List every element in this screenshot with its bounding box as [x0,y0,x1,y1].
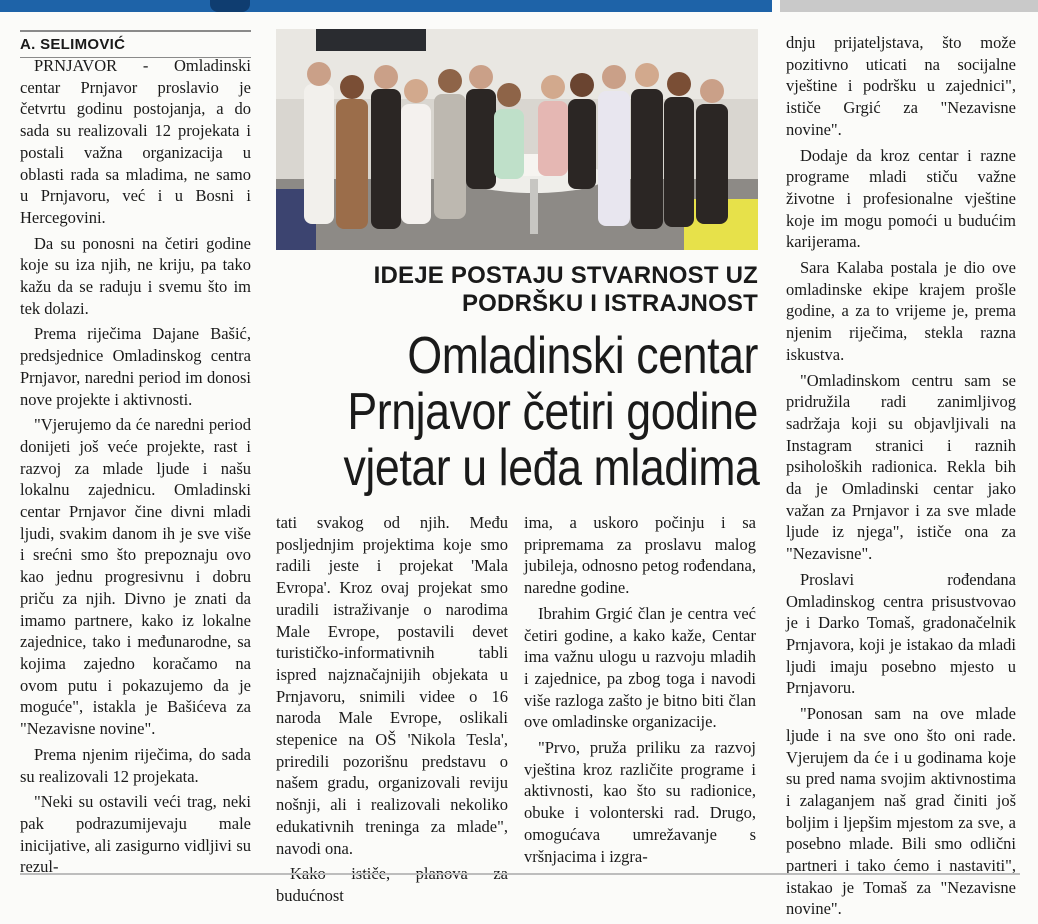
headline-line: Omladinski centar [407,327,758,385]
section-header-bar-right [780,0,1038,12]
paragraph: "Omladinskom centru sam se pridružila radi zanimljivog sadržaja koji su objavljivali na Instagram stranici i raznih psiholoških radionica. Rekla bih da je Omladinski centar jako važan za Prnjavor i za sve mlade ljude iz njega", ističe ona za "Nezavisne". [786,370,1016,564]
paragraph: Prema njenim riječima, do sada su realizovali 12 projekata. [20,744,251,786]
paragraph: tati svakog od njih. Među posljednjim projektima koje smo radili jeste i projekat 'Mala Evropa'. Kroz ovaj projekat smo uradili istraživanje o narodima Male Evrope, postavili devet turističko-informativnih tabli ispred najznačajnijih objekata u Prnjavoru, snimili videe o 16 naroda Male Evrope, oslikali stepenice na OŠ 'Nikola Tesla', priredili pozorišnu predstavu o našem gradu, organizovali reviju nošnji, ali i realizovali nekoliko edukativnih treninga za mlade", navodi ona. [276,513,508,858]
paragraph: dnju prijateljstava, što može pozitivno uticati na socijalne vještine i podršku u zajednici", ističe Grgić za "Nezavisne novine". [786,33,1016,139]
author-top-rule [20,30,251,32]
paragraph: Proslavi rođendana Omladinskog centra prisustvovao je i Darko Tomaš, gradonačelnik Prnjavora, koji je istakao da mladi ljudi imaju posebno mjesto u Prnjavoru. [786,569,1016,698]
section-header-bar [0,0,772,12]
group-photo [276,29,758,250]
headline-line: vjetar u leđa mladima [343,439,760,497]
article-column-1 [20,55,251,882]
paragraph: "Prvo, pruža priliku za razvoj vještina kroz različite programe i aktivnosti, kao što su radionice, obuke i volonterski rad. Drugo, omogućava umrežavanje s vršnjacima i izgra- [524,738,756,866]
article-column-3 [276,512,508,911]
section-header-accent [210,0,250,12]
group-photo-illustration [276,29,758,250]
paragraph: Prema riječima Dajane Bašić, predsjednice Omladinskog centra Prnjavor, naredni period im donosi nove projekte i aktivnosti. [20,324,251,409]
paragraph: ima, a uskoro počinju i sa pripremama za proslavu malog jubileja, odnosno petog rođendana, naredne godine. [524,513,756,598]
paragraph: "Vjerujemo da će naredni period donijeti još veće projekte, rast i razvoj za mlade ljude i našu lokalnu zajednicu. Omladinski centar Prnjavor čine divni mladi ljudi, svakim danom ih je sve više i srećni smo što prepoznaju ovo kao jednu progresivnu i dobru priču za njih. Divno je znati da imamo partnere, kako iz lokalne zajednice, tako i međunarodne, sa kojima zajedno koračamo na ovom putu i pokazujemo da je moguće", istakla je Bašićeva za "Nezavisne novine". [20,415,251,739]
article-column-4 [524,512,756,871]
paragraph: Sara Kalaba postala je dio ove omladinske ekipe krajem prošle godine, a za to vrijeme je, prema njenim riječima, stekla razna iskustva. [786,258,1016,364]
paragraph: Ibrahim Grgić član je centra već četiri godine, a kako kaže, Centar ima važnu ulogu u razvoju mladih i zajednice, pa zbog toga i navodi više razloga zašto je bitno biti član ove omladinske organizacije. [524,603,756,732]
kicker-headline: IDEJE POSTAJU STVARNOST UZ PODRŠKU I ISTRAJNOST [373,262,758,317]
paragraph: "Neki su ostavili veći trag, neki pak podrazumijevaju male inicijative, ali zasigurno vidljivi su rezul- [20,792,251,877]
paragraph: PRNJAVOR - Omladinski centar Prnjavor proslavio je četvrtu godinu postojanja, a do sada su realizovali 12 projekata i postali važna organizacija u oblasti rada sa mladima, ne samo u Prnjavoru, već i u Bosni i Hercegovini. [20,56,251,227]
paragraph: Dodaje da kroz centar i razne programe mladi stiču važne životne i profesionalne vještine koje im mogu pomoći u budućim karijerama. [786,145,1016,252]
main-headline [343,328,758,496]
author-byline: A. SELIMOVIĆ [20,36,126,53]
article-column-5 [786,32,1016,924]
paragraph: Da su ponosni na četiri godine koje su iza njih, ne kriju, pa tako kažu da se raduju i svemu što im tek dolazi. [20,233,251,318]
headline-line: Prnjavor četiri godine [347,383,758,441]
paragraph: "Ponosan sam na ove mlade ljude i na sve ono što oni rade. Vjerujem da će i u godinama koje su pred nama svojim aktivnostima i zalaganjem naš grad činiti još boljim i ljepšim mjestom za sve, a posebno mlade. Bili smo odlični partneri i tako ćemo i nastaviti", istakao je Tomaš za "Nezavisne novine". [786,704,1016,919]
bottom-rule [20,873,1020,875]
paragraph: Kako ističe, planova za budućnost [276,864,508,905]
